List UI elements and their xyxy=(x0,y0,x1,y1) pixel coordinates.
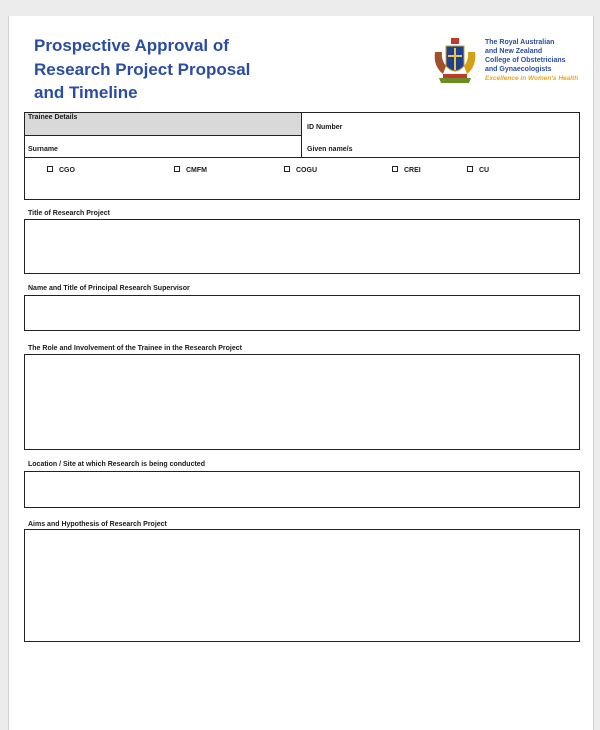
aims-label: Aims and Hypothesis of Research Project xyxy=(28,521,167,528)
checkbox-cgo[interactable] xyxy=(47,166,53,172)
option-cogu[interactable]: COGU xyxy=(284,167,317,174)
option-cmfm[interactable]: CMFM xyxy=(174,167,207,174)
location-label: Location / Site at which Research is being conducted xyxy=(28,461,205,468)
given-names-label: Given name/s xyxy=(307,146,353,153)
checkbox-crei[interactable] xyxy=(392,166,398,172)
org-line-4: and Gynaecologists xyxy=(485,66,552,73)
title-line-3: and Timeline xyxy=(34,83,138,102)
location-field[interactable] xyxy=(24,471,580,508)
supervisor-field[interactable] xyxy=(24,295,580,331)
aims-field[interactable] xyxy=(24,529,580,642)
project-title-label: Title of Research Project xyxy=(28,210,110,217)
trainee-details-label: Trainee Details xyxy=(28,114,78,121)
checkbox-cmfm[interactable] xyxy=(174,166,180,172)
trainee-divider-left xyxy=(24,135,302,136)
option-cu[interactable]: CU xyxy=(467,167,489,174)
trainee-divider-row xyxy=(24,157,580,158)
title-line-2: Research Project Proposal xyxy=(34,59,251,79)
org-line-2: and New Zealand xyxy=(485,48,543,55)
title-line-1: Prospective Approval of xyxy=(34,36,229,55)
option-crei[interactable]: CREI xyxy=(392,167,421,174)
checkbox-cu[interactable] xyxy=(467,166,473,172)
college-crest-icon xyxy=(429,36,481,88)
surname-label: Surname xyxy=(28,146,58,153)
trainee-role-label: The Role and Involvement of the Trainee in the Research Project xyxy=(28,345,242,352)
page-title xyxy=(34,34,304,105)
id-number-label: ID Number xyxy=(307,124,343,131)
organisation-name xyxy=(485,38,578,83)
checkbox-cogu[interactable] xyxy=(284,166,290,172)
supervisor-label: Name and Title of Principal Research Supervisor xyxy=(28,285,190,292)
form-page xyxy=(8,16,594,730)
trainee-role-field[interactable] xyxy=(24,354,580,450)
option-cgo[interactable]: CGO xyxy=(47,167,75,174)
org-line-3: College of Obstetricians xyxy=(485,57,566,64)
org-motto: Excellence in Women's Health xyxy=(485,75,579,82)
org-line-1: The Royal Australian xyxy=(485,39,555,46)
project-title-field[interactable] xyxy=(24,219,580,274)
